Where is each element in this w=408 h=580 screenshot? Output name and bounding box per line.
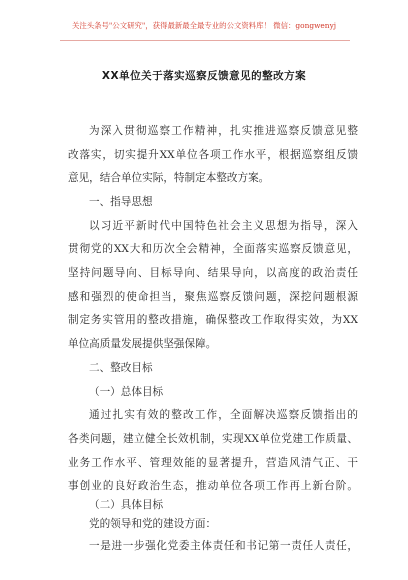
paragraph-line: 贯彻党的XX大和历次全会精神，全面落实巡察反馈意见，	[68, 243, 358, 255]
paragraph-line: 坚持问题导向、目标导向、结果导向，以高度的政治责任	[68, 267, 358, 279]
paragraph-line: 以习近平新时代中国特色社会主义思想为指导，深入	[89, 220, 358, 232]
paragraph-line: 事创业的良好政治生态，推动单位各项工作再上新台阶。	[68, 480, 358, 492]
section-heading: 二、整改目标	[89, 362, 153, 374]
paragraph-line: 通过扎实有效的整改工作，全面解决巡察反馈指出的	[89, 409, 358, 421]
header-divider	[60, 40, 350, 41]
paragraph-line: 党的领导和党的建设方面：	[89, 518, 217, 530]
document-title: XX单位关于落实巡察反馈意见的整改方案	[101, 70, 307, 82]
paragraph-line: 改落实，切实提升XX单位各项工作水平，根据巡察组反馈	[68, 149, 358, 161]
section-heading: 一、指导思想	[89, 196, 153, 208]
paragraph-line: 意见，结合单位实际，特制定本整改方案。	[68, 172, 270, 184]
paragraph-line: 一是进一步强化党委主体责任和书记第一责任人责任，	[89, 540, 358, 552]
paragraph-line: 业务工作水平、管理效能的显著提升，营造风清气正、干	[68, 457, 358, 469]
paragraph-line: 感和强烈的使命担当，聚焦巡察反馈问题，深挖问题根源	[68, 291, 358, 303]
paragraph-line: 各类问题，建立健全长效机制，实现XX单位党建工作质量、	[68, 433, 358, 445]
promo-banner: 关注头条号"公文研究"，获得最新最全最专业的公文资料库！ 微信：gongwenyj	[71, 21, 337, 30]
paragraph-line: 制定务实管用的整改措施，确保整改工作取得实效，为XX	[68, 314, 358, 326]
subsection-heading: （二）具体目标	[89, 499, 164, 511]
paragraph-line: 单位高质量发展提供坚强保障。	[68, 338, 217, 350]
subsection-heading: （一）总体目标	[89, 386, 164, 398]
paragraph-line: 为深入贯彻巡察工作精神，扎实推进巡察反馈意见整	[89, 125, 358, 137]
